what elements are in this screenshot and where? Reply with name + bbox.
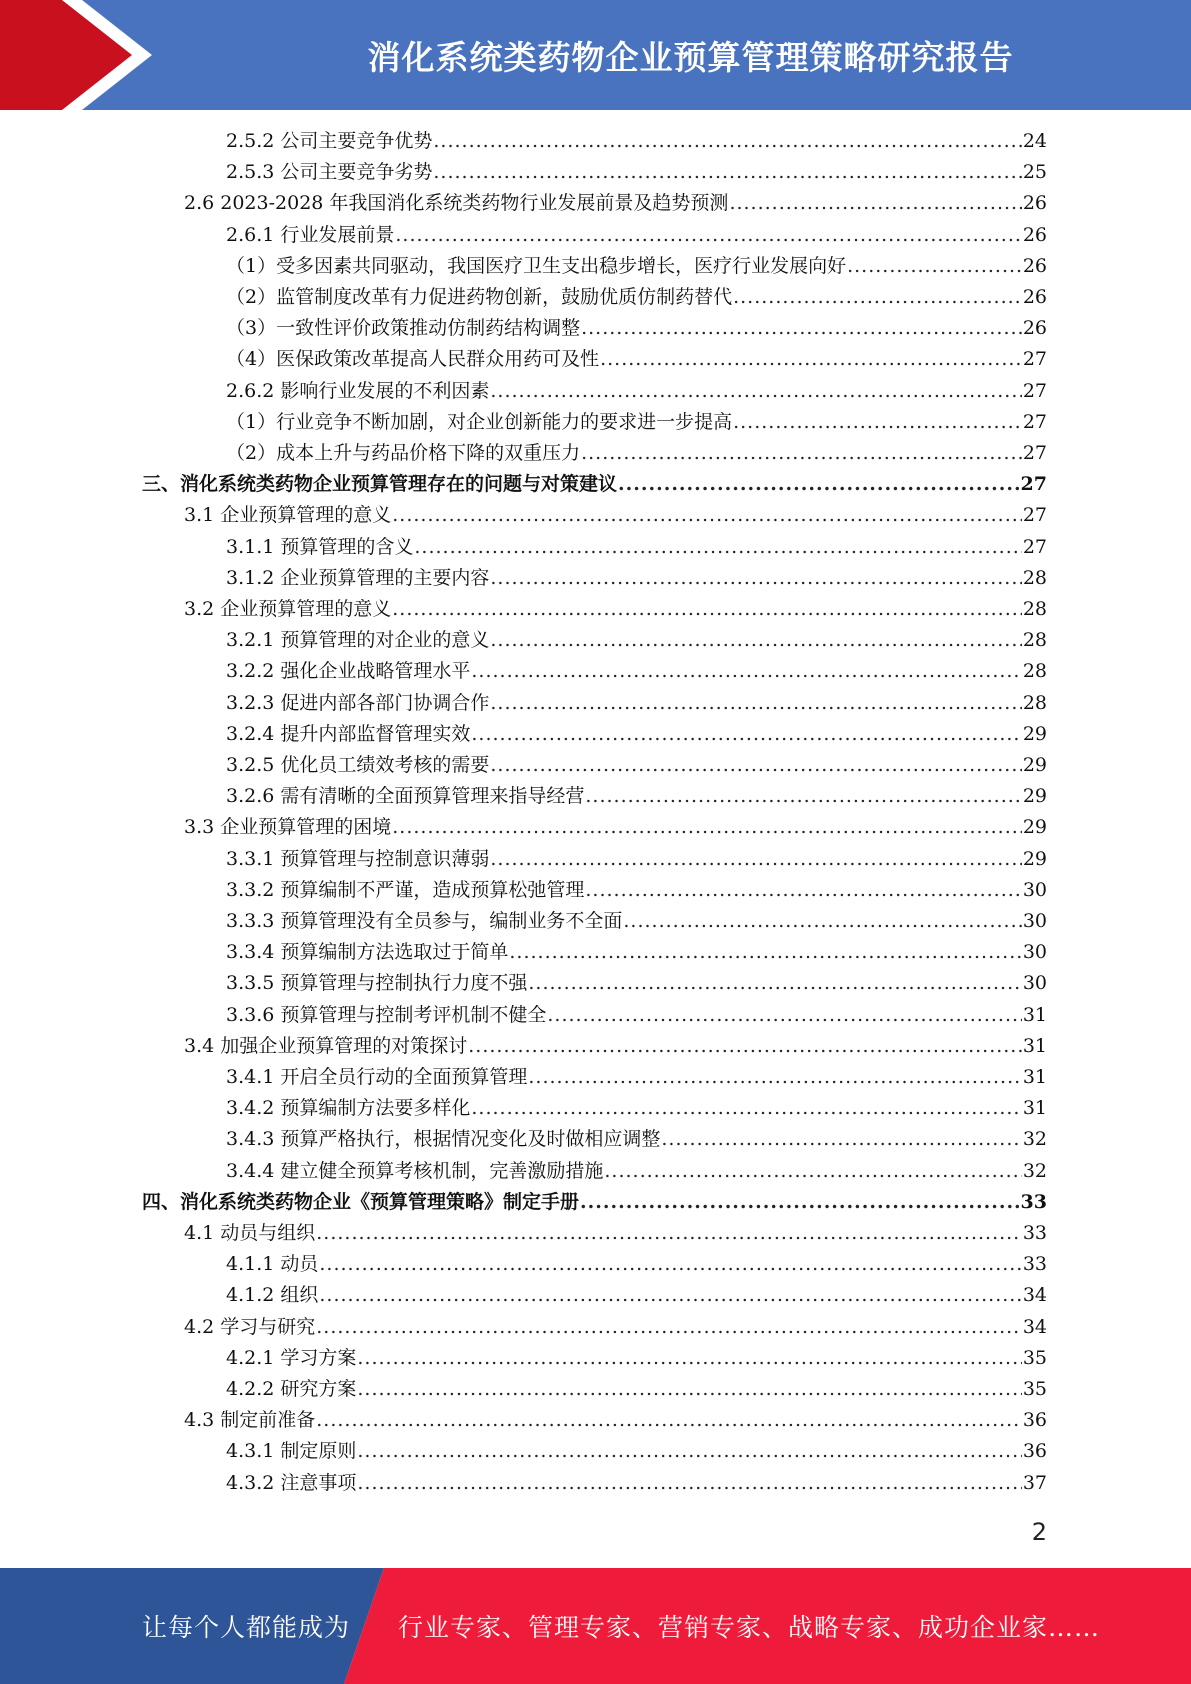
toc-entry-page: 37 (1022, 1472, 1047, 1494)
toc-entry-page: 27 (1022, 442, 1047, 464)
toc-entry[interactable] (226, 844, 1047, 875)
toc-entry-page: 32 (1022, 1128, 1047, 1150)
toc-entry[interactable] (226, 126, 1047, 157)
toc-entry-page: 26 (1022, 317, 1047, 339)
toc-dot-leader (316, 1312, 1022, 1343)
toc-entry[interactable] (226, 906, 1047, 937)
toc-entry-page: 28 (1022, 692, 1047, 714)
toc-entry-title: 3.3.2 预算编制不严谨，造成预算松弛管理 (226, 879, 585, 901)
toc-dot-leader (729, 188, 1021, 219)
toc-dot-leader (733, 407, 1022, 438)
toc-entry-page: 29 (1022, 816, 1047, 838)
document-title: 消化系统类药物企业预算管理策略研究报告 (367, 37, 1014, 77)
toc-entry-title: 3.1.1 预算管理的含义 (226, 536, 414, 558)
toc-entry-page: 26 (1022, 286, 1047, 308)
toc-entry-title: 4.1 动员与组织 (184, 1222, 316, 1244)
toc-entry-title: 3.3.5 预算管理与控制执行力度不强 (226, 972, 528, 994)
toc-entry-title: 3.1 企业预算管理的意义 (184, 504, 392, 526)
toc-entry-page: 30 (1022, 879, 1047, 901)
toc-entry[interactable] (226, 968, 1047, 999)
toc-entry-page: 30 (1022, 910, 1047, 932)
toc-entry-page: 30 (1022, 972, 1047, 994)
toc-dot-leader (490, 376, 1021, 407)
toc-dot-leader (414, 532, 1021, 563)
toc-entry-page: 26 (1022, 255, 1047, 277)
toc-entry-page: 27 (1022, 536, 1047, 558)
toc-entry[interactable] (226, 251, 1047, 282)
toc-entry-title: 3.2.2 强化企业战略管理水平 (226, 660, 471, 682)
toc-entry[interactable] (184, 1312, 1047, 1343)
toc-entry[interactable] (226, 1468, 1047, 1499)
toc-entry[interactable] (226, 750, 1047, 781)
toc-entry[interactable] (226, 344, 1047, 375)
toc-entry-title: 四、消化系统类药物企业《预算管理策略》制定手册 (142, 1191, 580, 1213)
toc-entry-page: 36 (1022, 1440, 1047, 1462)
toc-dot-leader (357, 1436, 1021, 1467)
toc-dot-leader (490, 688, 1021, 719)
toc-entry-title: 2.5.3 公司主要竞争劣势 (226, 161, 433, 183)
toc-entry-title: 2.6 2023-2028 年我国消化系统类药物行业发展前景及趋势预测 (184, 192, 729, 214)
toc-entry[interactable] (184, 594, 1047, 625)
toc-entry-page: 26 (1022, 224, 1047, 246)
toc-dot-leader (618, 469, 1020, 500)
toc-entry-page: 34 (1022, 1316, 1047, 1338)
toc-entry-page: 34 (1022, 1284, 1047, 1306)
toc-entry-page: 27 (1022, 380, 1047, 402)
toc-entry[interactable] (184, 1405, 1047, 1436)
toc-entry-title: （1）行业竞争不断加剧，对企业创新能力的要求进一步提高 (226, 411, 733, 433)
toc-dot-leader (395, 220, 1021, 251)
toc-entry[interactable] (226, 282, 1047, 313)
toc-entry-title: 3.4 加强企业预算管理的对策探讨 (184, 1035, 468, 1057)
toc-dot-leader (392, 812, 1022, 843)
toc-entry[interactable] (226, 1000, 1047, 1031)
toc-entry-page: 33 (1020, 1191, 1047, 1213)
toc-entry[interactable] (226, 1156, 1047, 1187)
toc-entry-title: 3.2 企业预算管理的意义 (184, 598, 392, 620)
toc-dot-leader (661, 1124, 1021, 1155)
toc-dot-leader (468, 1031, 1022, 1062)
toc-entry[interactable] (226, 532, 1047, 563)
toc-dot-leader (357, 1374, 1021, 1405)
toc-entry[interactable] (184, 500, 1047, 531)
toc-entry-title: 4.2.2 研究方案 (226, 1378, 357, 1400)
toc-dot-leader (528, 968, 1021, 999)
footer-slogan-left: 让每个人都能成为 (142, 1613, 351, 1642)
toc-entry[interactable] (226, 1249, 1047, 1280)
toc-dot-leader (316, 1218, 1022, 1249)
toc-dot-leader (471, 719, 1021, 750)
toc-entry-title: （4）医保政策改革提高人民群众用药可及性 (226, 348, 600, 370)
toc-entry-title: 4.2 学习与研究 (184, 1316, 316, 1338)
toc-dot-leader (392, 500, 1022, 531)
toc-entry[interactable] (226, 563, 1047, 594)
toc-entry-page: 27 (1022, 348, 1047, 370)
toc-entry[interactable] (226, 1436, 1047, 1467)
toc-entry-title: 3.4.2 预算编制方法要多样化 (226, 1097, 471, 1119)
toc-entry-title: （2）监管制度改革有力促进药物创新，鼓励优质仿制药替代 (226, 286, 733, 308)
toc-dot-leader (319, 1249, 1021, 1280)
toc-dot-leader (471, 1093, 1021, 1124)
toc-entry-page: 31 (1022, 1097, 1047, 1119)
toc-entry[interactable] (226, 1093, 1047, 1124)
toc-entry-page: 28 (1022, 660, 1047, 682)
toc-dot-leader (733, 282, 1022, 313)
toc-entry-title: 3.2.4 提升内部监督管理实效 (226, 723, 471, 745)
toc-dot-leader (471, 656, 1021, 687)
toc-entry-page: 31 (1022, 1004, 1047, 1026)
toc-entry-title: 3.4.3 预算严格执行，根据情况变化及时做相应调整 (226, 1128, 661, 1150)
toc-dot-leader (847, 251, 1022, 282)
toc-entry-title: 4.1.1 动员 (226, 1253, 319, 1275)
toc-entry[interactable] (184, 812, 1047, 843)
toc-entry-title: 3.4.1 开启全员行动的全面预算管理 (226, 1066, 528, 1088)
toc-entry-title: 3.2.5 优化员工绩效考核的需要 (226, 754, 490, 776)
toc-entry-title: 3.1.2 企业预算管理的主要内容 (226, 567, 490, 589)
toc-entry-page: 32 (1022, 1160, 1047, 1182)
toc-entry-title: 3.3.6 预算管理与控制考评机制不健全 (226, 1004, 547, 1026)
toc-entry-page: 28 (1022, 567, 1047, 589)
toc-dot-leader (509, 937, 1021, 968)
toc-dot-leader (316, 1405, 1022, 1436)
page-header (0, 0, 1191, 110)
toc-entry-page: 25 (1022, 161, 1047, 183)
toc-dot-leader (490, 563, 1021, 594)
toc-entry[interactable] (226, 1124, 1047, 1155)
toc-entry[interactable] (226, 1374, 1047, 1405)
toc-entry-title: 3.3.1 预算管理与控制意识薄弱 (226, 848, 490, 870)
toc-entry-page: 36 (1022, 1409, 1047, 1431)
toc-dot-leader (433, 126, 1021, 157)
toc-entry[interactable] (142, 469, 1047, 500)
toc-dot-leader (585, 781, 1021, 812)
toc-entry-page: 28 (1022, 598, 1047, 620)
toc-dot-leader (547, 1000, 1021, 1031)
toc-entry[interactable] (226, 1062, 1047, 1093)
toc-entry-page: 29 (1022, 785, 1047, 807)
toc-entry-title: 4.3 制定前准备 (184, 1409, 316, 1431)
toc-dot-leader (528, 1062, 1021, 1093)
toc-dot-leader (357, 1343, 1021, 1374)
toc-entry[interactable] (184, 1031, 1047, 1062)
toc-entry-page: 24 (1022, 130, 1047, 152)
toc-entry-title: 3.2.6 需有清晰的全面预算管理来指导经营 (226, 785, 585, 807)
toc-dot-leader (319, 1280, 1021, 1311)
toc-entry-page: 33 (1022, 1253, 1047, 1275)
toc-dot-leader (490, 844, 1021, 875)
toc-entry[interactable] (226, 688, 1047, 719)
toc-entry-page: 26 (1022, 192, 1047, 214)
toc-entry-title: 2.6.1 行业发展前景 (226, 224, 395, 246)
toc-entry-title: 3.4.4 建立健全预算考核机制，完善激励措施 (226, 1160, 604, 1182)
toc-entry[interactable] (226, 1280, 1047, 1311)
toc-dot-leader (581, 438, 1022, 469)
toc-entry-title: 2.5.2 公司主要竞争优势 (226, 130, 433, 152)
toc-entry[interactable] (226, 220, 1047, 251)
toc-entry-title: 三、消化系统类药物企业预算管理存在的问题与对策建议 (142, 473, 618, 495)
toc-entry-page: 31 (1022, 1066, 1047, 1088)
toc-entry[interactable] (226, 937, 1047, 968)
toc-dot-leader (581, 313, 1022, 344)
toc-dot-leader (392, 594, 1022, 625)
toc-entry[interactable] (226, 376, 1047, 407)
toc-entry[interactable] (226, 781, 1047, 812)
toc-dot-leader (585, 875, 1021, 906)
toc-entry-page: 29 (1022, 848, 1047, 870)
toc-entry[interactable] (226, 157, 1047, 188)
toc-dot-leader (580, 1187, 1020, 1218)
toc-entry[interactable] (226, 313, 1047, 344)
toc-entry-title: 4.3.1 制定原则 (226, 1440, 357, 1462)
toc-entry[interactable] (226, 719, 1047, 750)
toc-entry[interactable] (226, 407, 1047, 438)
toc-entry-page: 35 (1022, 1347, 1047, 1369)
toc-entry-page: 35 (1022, 1378, 1047, 1400)
toc-entry[interactable] (184, 188, 1047, 219)
toc-entry-title: （2）成本上升与药品价格下降的双重压力 (226, 442, 581, 464)
header-arrow-decoration (0, 0, 160, 110)
toc-entry-page: 28 (1022, 629, 1047, 651)
toc-entry-title: 4.3.2 注意事项 (226, 1472, 357, 1494)
toc-entry-title: 3.2.3 促进内部各部门协调合作 (226, 692, 490, 714)
toc-dot-leader (357, 1468, 1021, 1499)
toc-entry-page: 29 (1022, 723, 1047, 745)
toc-dot-leader (433, 157, 1021, 188)
toc-entry-title: （3）一致性评价政策推动仿制药结构调整 (226, 317, 581, 339)
toc-dot-leader (490, 625, 1021, 656)
toc-entry[interactable] (226, 625, 1047, 656)
toc-entry-page: 27 (1022, 411, 1047, 433)
toc-entry-title: 3.2.1 预算管理的对企业的意义 (226, 629, 490, 651)
toc-entry-title: （1）受多因素共同驱动，我国医疗卫生支出稳步增长，医疗行业发展向好 (226, 255, 847, 277)
toc-entry-title: 2.6.2 影响行业发展的不利因素 (226, 380, 490, 402)
toc-entry-title: 3.3.4 预算编制方法选取过于简单 (226, 941, 509, 963)
footer-slogan-right: 行业专家、管理专家、营销专家、战略专家、成功企业家…… (398, 1613, 1101, 1642)
toc-entry-title: 4.2.1 学习方案 (226, 1347, 357, 1369)
toc-dot-leader (600, 344, 1022, 375)
toc-entry-title: 3.3.3 预算管理没有全员参与，编制业务不全面 (226, 910, 623, 932)
toc-entry[interactable] (226, 656, 1047, 687)
toc-entry-page: 31 (1022, 1035, 1047, 1057)
toc-entry-title: 4.1.2 组织 (226, 1284, 319, 1306)
toc-entry[interactable] (142, 1187, 1047, 1218)
toc-entry-page: 27 (1020, 473, 1047, 495)
toc-entry-page: 30 (1022, 941, 1047, 963)
toc-entry[interactable] (226, 875, 1047, 906)
toc-dot-leader (490, 750, 1021, 781)
toc-dot-leader (623, 906, 1021, 937)
toc-dot-leader (604, 1156, 1021, 1187)
toc-entry-page: 33 (1022, 1222, 1047, 1244)
toc-entry-page: 27 (1022, 504, 1047, 526)
page-footer (0, 1568, 1191, 1684)
toc-entry-page: 29 (1022, 754, 1047, 776)
toc-entry[interactable] (226, 1343, 1047, 1374)
toc-entry[interactable] (184, 1218, 1047, 1249)
toc-entry[interactable] (226, 438, 1047, 469)
toc-entry-title: 3.3 企业预算管理的困境 (184, 816, 392, 838)
page-number: 2 (1031, 1518, 1047, 1546)
